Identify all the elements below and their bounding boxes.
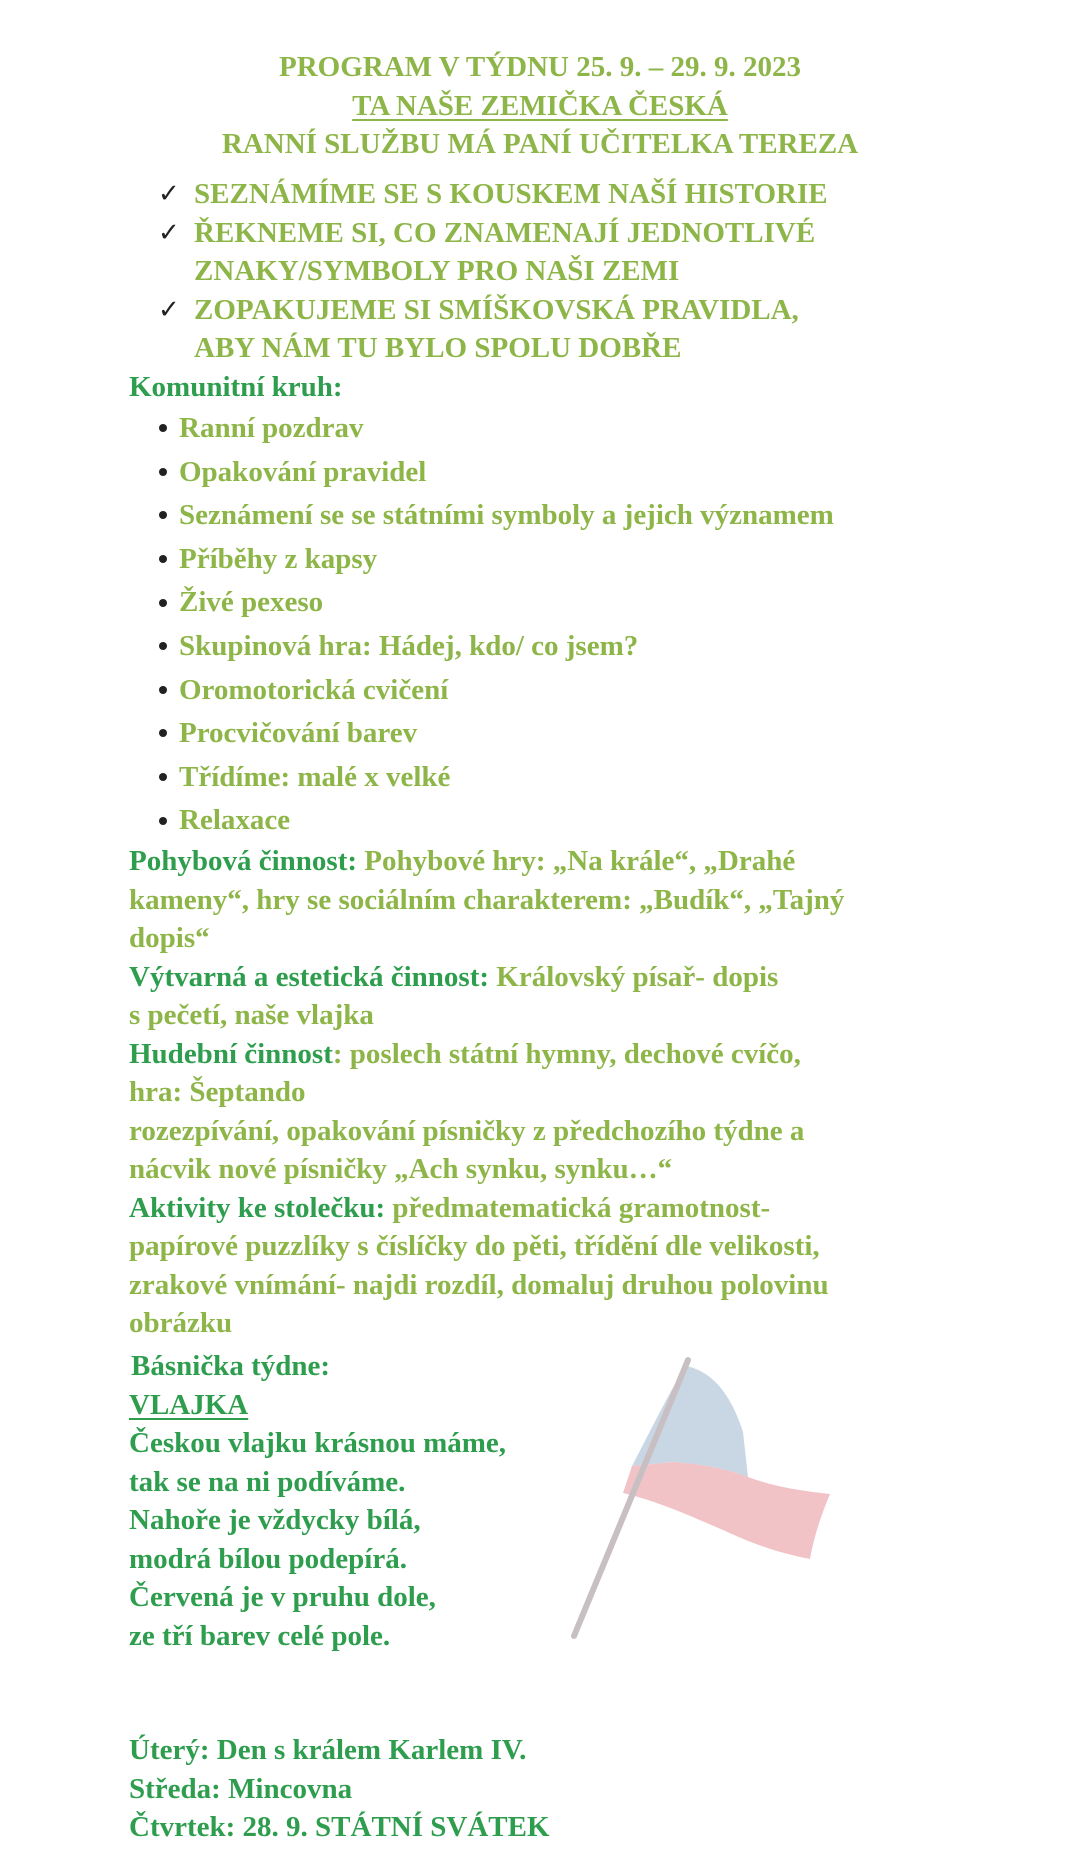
list-item [159, 537, 1059, 581]
goals-checklist [158, 175, 1038, 368]
bullet-dot-icon [159, 686, 167, 694]
bullet-dot-icon [159, 773, 167, 781]
music-label: Hudební činnost [129, 1037, 333, 1070]
program-header [0, 48, 1080, 164]
movement-activity [129, 842, 1059, 958]
list-item-text: Opakování pravidel [179, 455, 427, 488]
list-item [159, 755, 1059, 799]
poem-line: ze tří barev celé pole. [129, 1619, 391, 1652]
list-item [159, 494, 1059, 538]
list-item [159, 581, 1059, 625]
community-circle-label: Komunitní kruh: [129, 371, 343, 403]
music-text: : poslech státní hymny, dechové cvíčo, [332, 1037, 801, 1070]
movement-text: dopis“ [129, 922, 210, 955]
list-item-text: Procvičování barev [179, 717, 418, 750]
music-activity [129, 1035, 1059, 1189]
table-text: obrázku [129, 1307, 233, 1340]
bullet-dot-icon [159, 599, 167, 607]
poem-section [129, 1347, 506, 1655]
goal-text: ŘEKNEME SI, CO ZNAMENAJÍ JEDNOTLIVÉ ZNAKY/SYMBOLY PRO NAŠI ZEMI [194, 216, 816, 287]
list-item [159, 450, 1059, 494]
check-mark-icon: ✓ [158, 294, 180, 325]
music-text: rozezpívání, opakování písničky z předchozího týdne a [129, 1114, 805, 1147]
bullet-dot-icon [159, 468, 167, 476]
movement-label: Pohybová činnost: [129, 845, 358, 878]
goal-item [158, 291, 1038, 368]
goal-item [158, 175, 1038, 214]
bullet-dot-icon [159, 817, 167, 825]
weekly-theme: TA NAŠE ZEMIČKA ČESKÁ [352, 89, 728, 122]
list-item [159, 712, 1059, 756]
table-text: zrakové vnímání- najdi rozdíl, domaluj druhou polovinu [129, 1268, 829, 1301]
list-item-text: Příběhy z kapsy [179, 542, 378, 575]
art-label: Výtvarná a estetická činnost: [129, 960, 490, 993]
list-item-text: Oromotorická cvičení [179, 673, 449, 706]
poem-line: tak se na ni podíváme. [129, 1465, 406, 1498]
list-item [159, 668, 1059, 712]
bullet-dot-icon [159, 555, 167, 563]
list-item [159, 624, 1059, 668]
music-text: nácvik nové písničky „Ach synku, synku…“ [129, 1153, 673, 1186]
program-title: PROGRAM V TÝDNU 25. 9. – 29. 9. 2023 [278, 51, 801, 83]
check-mark-icon: ✓ [158, 217, 180, 248]
community-circle-list [159, 407, 1059, 843]
goal-text: ZOPAKUJEME SI SMÍŠKOVSKÁ PRAVIDLA, ABY NÁM TU BYLO SPOLU DOBŘE [194, 293, 799, 364]
list-item-text: Relaxace [179, 804, 291, 837]
movement-text: kameny“, hry se sociálním charakterem: „Budík“, „Tajný [129, 883, 845, 916]
list-item-text: Živé pexeso [179, 586, 324, 619]
poem-line: Českou vlajku krásnou máme, [129, 1427, 507, 1459]
goal-text: SEZNÁMÍME SE S KOUSKEM NAŠÍ HISTORIE [194, 178, 828, 210]
poem-line: Červená je v pruhu dole, [129, 1581, 436, 1613]
thursday-event: Čtvrtek: 28. 9. STÁTNÍ SVÁTEK [129, 1811, 550, 1843]
bullet-dot-icon [159, 511, 167, 519]
poem-line: Nahoře je vždycky bílá, [129, 1504, 421, 1536]
tuesday-event: Úterý: Den s králem Karlem IV. [129, 1734, 527, 1766]
table-text: předmatematická gramotnost- [385, 1191, 771, 1224]
weekday-events [129, 1731, 550, 1847]
list-item-text: Skupinová hra: Hádej, kdo/ co jsem? [179, 630, 639, 663]
bullet-dot-icon [159, 424, 167, 432]
art-activity [129, 958, 1059, 1035]
poem-title: VLAJKA [129, 1388, 249, 1421]
list-item-text: Ranní pozdrav [179, 412, 364, 445]
music-text: hra: Šeptando [129, 1076, 306, 1109]
list-item-text: Třídíme: malé x velké [179, 760, 451, 793]
table-activity [129, 1189, 1059, 1343]
list-item-text: Seznámení se se státními symboly a jejich významem [179, 499, 834, 532]
movement-text: Pohybové hry: „Na krále“, „Drahé [357, 845, 796, 878]
czech-flag-icon [560, 1352, 850, 1642]
list-item [159, 799, 1059, 843]
goal-item [158, 214, 1038, 291]
morning-duty: RANNÍ SLUŽBU MÁ PANÍ UČITELKA TEREZA [221, 128, 859, 160]
list-item [159, 407, 1059, 451]
check-mark-icon: ✓ [158, 179, 180, 209]
table-text: papírové puzzlíky s číslíčky do pěti, třídění dle velikosti, [129, 1230, 820, 1263]
art-text: Královský písař- dopis [489, 960, 779, 993]
poem-line: modrá bílou podepírá. [129, 1542, 407, 1575]
program-body [129, 368, 1059, 1343]
poem-label: Básnička týdne: [131, 1350, 331, 1382]
art-text: s pečetí, naše vlajka [129, 999, 374, 1032]
table-label: Aktivity ke stolečku: [129, 1191, 386, 1224]
wednesday-event: Středa: Mincovna [129, 1772, 353, 1805]
bullet-dot-icon [159, 642, 167, 650]
bullet-dot-icon [159, 729, 167, 737]
